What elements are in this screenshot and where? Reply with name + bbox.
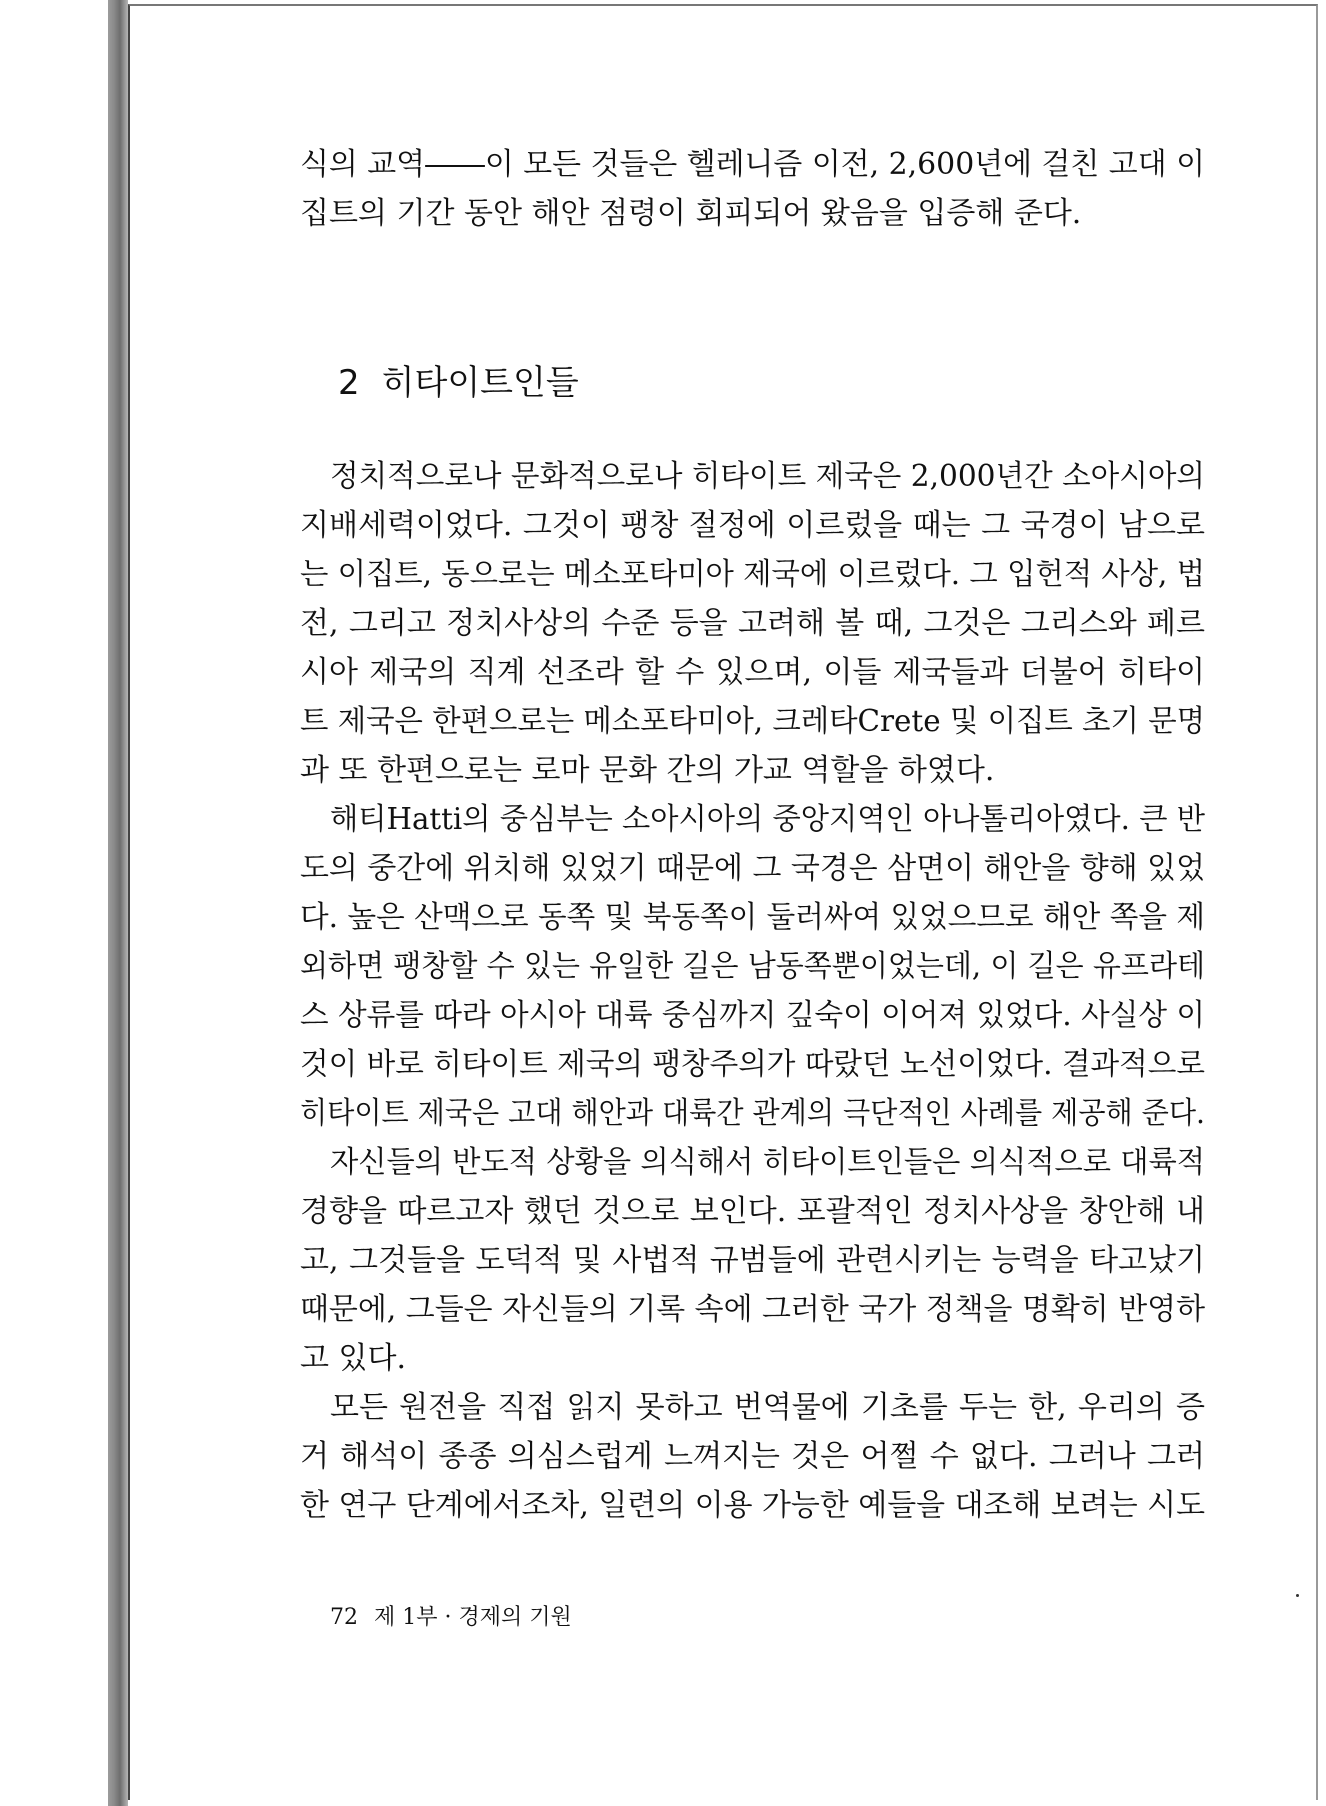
paragraph-1 bbox=[300, 452, 1205, 795]
text-line: 거 해석이 종종 의심스럽게 느껴지는 것은 어쩔 수 없다. 그러나 그러 bbox=[300, 1439, 1205, 1474]
text-line: 다. 높은 산맥으로 동쪽 및 북동쪽이 둘러싸여 있었으므로 해안 쪽을 제 bbox=[300, 900, 1205, 935]
intro-paragraph bbox=[300, 140, 1205, 238]
text-line: 도의 중간에 위치해 있었기 때문에 그 국경은 삼면이 해안을 향해 있었 bbox=[300, 851, 1205, 886]
text-line: 지배세력이었다. 그것이 팽창 절정에 이르렀을 때는 그 국경이 남으로 bbox=[300, 508, 1205, 543]
text-line: 스 상류를 따라 아시아 대륙 중심까지 깊숙이 이어져 있었다. 사실상 이 bbox=[300, 998, 1205, 1033]
text-line: 경향을 따르고자 했던 것으로 보인다. 포괄적인 정치사상을 창안해 내 bbox=[300, 1194, 1205, 1229]
text-line: 한 연구 단계에서조차, 일련의 이용 가능한 예들을 대조해 보려는 시도 bbox=[300, 1488, 1205, 1523]
text-line: 트 제국은 한편으로는 메소포타미아, 크레타Crete 및 이집트 초기 문명 bbox=[300, 704, 1205, 739]
text-line: 는 이집트, 동으로는 메소포타미아 제국에 이르렀다. 그 입헌적 사상, 법 bbox=[300, 557, 1205, 592]
text-line: 고, 그것들을 도덕적 및 사법적 규범들에 관련시키는 능력을 타고났기 bbox=[300, 1243, 1205, 1278]
text-line: 것이 바로 히타이트 제국의 팽창주의가 따랐던 노선이었다. 결과적으로 bbox=[300, 1047, 1205, 1082]
paragraph-2 bbox=[300, 795, 1205, 1138]
text-line: 외하면 팽창할 수 있는 유일한 길은 남동쪽뿐이었는데, 이 길은 유프라테 bbox=[300, 949, 1205, 984]
scan-background bbox=[0, 0, 108, 1806]
text-line: 히타이트 제국은 고대 해안과 대륙간 관계의 극단적인 사례를 제공해 준다. bbox=[300, 1096, 1205, 1131]
scan-speck bbox=[1296, 1594, 1299, 1597]
text-line: 집트의 기간 동안 해안 점령이 회피되어 왔음을 입증해 준다. bbox=[300, 196, 1082, 231]
paragraph-3 bbox=[300, 1138, 1205, 1383]
text-line: 식의 교역――이 모든 것들은 헬레니즘 이전, 2,600년에 걸친 고대 이 bbox=[300, 147, 1205, 182]
text-line: 해티Hatti의 중심부는 소아시아의 중앙지역인 아나톨리아였다. 큰 반 bbox=[330, 802, 1205, 837]
section-heading bbox=[338, 355, 579, 404]
text-line: 고 있다. bbox=[300, 1341, 407, 1376]
text-line: 정치적으로나 문화적으로나 히타이트 제국은 2,000년간 소아시아의 bbox=[330, 459, 1205, 494]
text-line: 자신들의 반도적 상황을 의식해서 히타이트인들은 의식적으로 대륙적 bbox=[330, 1145, 1205, 1180]
text-line: 모든 원전을 직접 읽지 못하고 번역물에 기초를 두는 한, 우리의 증 bbox=[330, 1390, 1205, 1425]
page-footer bbox=[330, 1600, 572, 1631]
text-line: 시아 제국의 직계 선조라 할 수 있으며, 이들 제국들과 더불어 히타이 bbox=[300, 655, 1205, 690]
section-title: 히타이트인들 bbox=[381, 363, 579, 403]
paragraph-4 bbox=[300, 1383, 1205, 1530]
running-title: 제 1부 · 경제의 기원 bbox=[374, 1605, 572, 1630]
text-line: 때문에, 그들은 자신들의 기록 속에 그러한 국가 정책을 명확히 반영하 bbox=[300, 1292, 1205, 1327]
section-number: 2 bbox=[338, 363, 360, 403]
page-number: 72 bbox=[330, 1605, 358, 1630]
text-line: 과 또 한편으로는 로마 문화 간의 가교 역할을 하였다. bbox=[300, 753, 995, 788]
book-edge-shadow bbox=[108, 0, 128, 1806]
text-line: 전, 그리고 정치사상의 수준 등을 고려해 볼 때, 그것은 그리스와 페르 bbox=[300, 606, 1205, 641]
